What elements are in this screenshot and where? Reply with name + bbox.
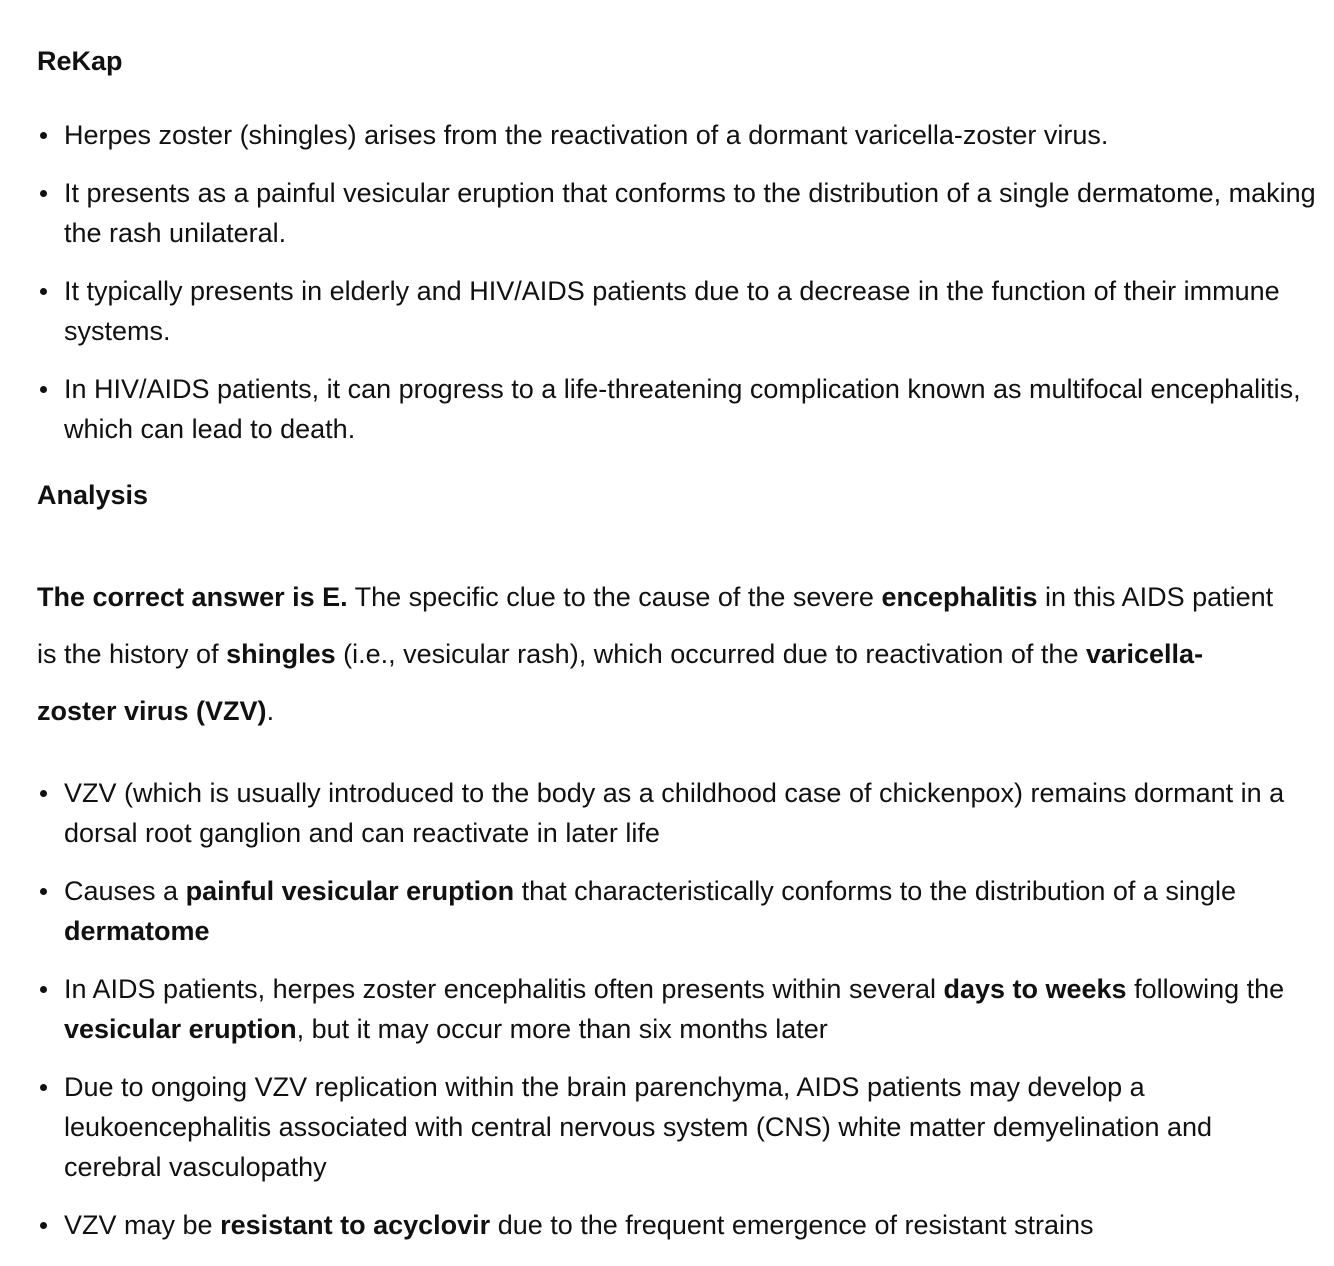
item-text: In HIV/AIDS patients, it can progress to a life-threatening complication known as multifocal encephalitis, which can lead to death. [64,374,1301,444]
item-text: It presents as a painful vesicular eruption that conforms to the distribution of a single dermatome, making the rash unilateral. [64,178,1316,248]
text-run: Causes a [64,876,186,906]
list-item [37,173,1316,253]
text-run: . [266,696,275,726]
answer-statement: The correct answer is E. [37,582,348,612]
list-item [37,871,1316,951]
item-text: Due to ongoing VZV replication within the brain parenchyma, AIDS patients may develop a leukoencephalitis associated with central nervous system (CNS) white matter demyelination and cerebral vasculopathy [64,1072,1213,1182]
text-run: VZV may be [64,1210,221,1240]
list-item [37,115,1316,155]
text-run: , but it may occur more than six months later [296,1014,828,1044]
list-item [37,1067,1316,1187]
text-run: in this AIDS patient is the history of [37,582,1274,669]
list-item [37,271,1316,351]
bold-term: shingles [226,639,336,669]
bold-term: painful vesicular eruption [185,876,515,906]
item-text: VZV (which is usually introduced to the body as a childhood case of chickenpox) remains dormant in a dorsal root ganglion and can reactivate in later life [64,778,1285,848]
text-run: The specific clue to the cause of the severe [347,582,882,612]
item-text: Herpes zoster (shingles) arises from the reactivation of a dormant varicella-zoster virus. [64,120,1109,150]
answer-paragraph [37,569,1316,740]
analysis-heading: Analysis [37,480,149,510]
bold-term: encephalitis [881,582,1038,612]
text-run: that characteristically conforms to the distribution of a single [514,876,1236,906]
analysis-list [37,773,1316,1245]
text-run: In AIDS patients, herpes zoster encephalitis often presents within several [64,974,944,1004]
bold-term: resistant to acyclovir [220,1210,491,1240]
text-run: due to the frequent emergence of resistant strains [490,1210,1094,1240]
bold-term: dermatome [64,916,210,946]
list-item [37,369,1316,449]
bold-term: days to weeks [943,974,1127,1004]
item-text: It typically presents in elderly and HIV/AIDS patients due to a decrease in the function of their immune systems. [64,276,1280,346]
list-item [37,773,1316,853]
list-item [37,1205,1316,1245]
bold-term: vesicular eruption [64,1014,297,1044]
rekap-list [37,115,1316,449]
rekap-heading: ReKap [37,46,123,76]
text-run: following the [1126,974,1285,1004]
text-run: (i.e., vesicular rash), which occurred due to reactivation of the [335,639,1086,669]
list-item [37,969,1316,1049]
bold-term: varicella-zoster virus (VZV) [37,639,1204,726]
